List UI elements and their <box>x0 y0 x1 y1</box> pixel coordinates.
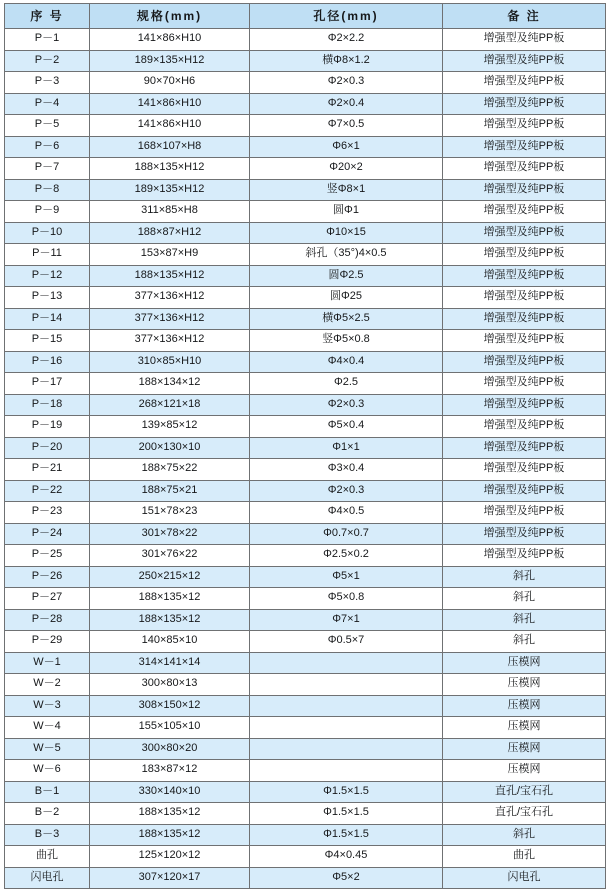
cell-serial: P－11 <box>5 244 90 266</box>
cell-hole: Φ3×0.4 <box>250 459 443 481</box>
cell-note: 增强型及纯PP板 <box>443 480 606 502</box>
cell-serial: P－25 <box>5 545 90 567</box>
cell-hole <box>250 738 443 760</box>
cell-hole: 竖Φ5×0.8 <box>250 330 443 352</box>
table-row <box>5 781 606 803</box>
specification-table <box>4 3 606 889</box>
cell-serial: W－6 <box>5 760 90 782</box>
cell-serial: 闪电孔 <box>5 867 90 889</box>
cell-serial: P－1 <box>5 29 90 51</box>
cell-spec: 188×75×22 <box>90 459 250 481</box>
cell-spec: 139×85×12 <box>90 416 250 438</box>
cell-note: 斜孔 <box>443 824 606 846</box>
table-row <box>5 803 606 825</box>
table-row <box>5 351 606 373</box>
table-row <box>5 459 606 481</box>
cell-serial: P－15 <box>5 330 90 352</box>
cell-hole: Φ6×1 <box>250 136 443 158</box>
table-row <box>5 480 606 502</box>
table-row <box>5 265 606 287</box>
cell-spec: 301×78×22 <box>90 523 250 545</box>
cell-hole: Φ1.5×1.5 <box>250 781 443 803</box>
cell-spec: 140×85×10 <box>90 631 250 653</box>
cell-serial: P－17 <box>5 373 90 395</box>
cell-note: 增强型及纯PP板 <box>443 222 606 244</box>
cell-serial: P－20 <box>5 437 90 459</box>
cell-note: 增强型及纯PP板 <box>443 394 606 416</box>
cell-spec: 377×136×H12 <box>90 308 250 330</box>
cell-serial: P－7 <box>5 158 90 180</box>
cell-note: 压模网 <box>443 760 606 782</box>
cell-serial: P－22 <box>5 480 90 502</box>
table-row <box>5 588 606 610</box>
cell-note: 斜孔 <box>443 588 606 610</box>
cell-serial: P－23 <box>5 502 90 524</box>
cell-note: 压模网 <box>443 652 606 674</box>
cell-spec: 307×120×17 <box>90 867 250 889</box>
cell-note: 增强型及纯PP板 <box>443 115 606 137</box>
cell-spec: 188×135×12 <box>90 609 250 631</box>
cell-note: 直孔/宝石孔 <box>443 803 606 825</box>
cell-note: 压模网 <box>443 738 606 760</box>
cell-hole: 竖Φ8×1 <box>250 179 443 201</box>
cell-serial: P－13 <box>5 287 90 309</box>
cell-note: 增强型及纯PP板 <box>443 136 606 158</box>
cell-hole: Φ5×1 <box>250 566 443 588</box>
cell-note: 压模网 <box>443 674 606 696</box>
cell-hole: Φ1.5×1.5 <box>250 824 443 846</box>
cell-serial: P－9 <box>5 201 90 223</box>
cell-spec: 188×75×21 <box>90 480 250 502</box>
table-row <box>5 609 606 631</box>
cell-note: 增强型及纯PP板 <box>443 265 606 287</box>
cell-note: 曲孔 <box>443 846 606 868</box>
cell-note: 增强型及纯PP板 <box>443 179 606 201</box>
table-row <box>5 373 606 395</box>
cell-spec: 188×135×H12 <box>90 158 250 180</box>
cell-note: 压模网 <box>443 695 606 717</box>
cell-hole <box>250 717 443 739</box>
table-row <box>5 416 606 438</box>
column-header-note: 备 注 <box>443 4 606 29</box>
cell-serial: P－19 <box>5 416 90 438</box>
cell-serial: P－14 <box>5 308 90 330</box>
cell-hole: Φ5×0.4 <box>250 416 443 438</box>
cell-spec: 188×135×12 <box>90 803 250 825</box>
cell-note: 斜孔 <box>443 566 606 588</box>
table-row <box>5 738 606 760</box>
table-row <box>5 717 606 739</box>
cell-hole: 横Φ5×2.5 <box>250 308 443 330</box>
table-row <box>5 93 606 115</box>
cell-note: 斜孔 <box>443 609 606 631</box>
cell-hole: Φ0.7×0.7 <box>250 523 443 545</box>
cell-spec: 141×86×H10 <box>90 93 250 115</box>
cell-hole: Φ7×1 <box>250 609 443 631</box>
cell-hole: Φ0.5×7 <box>250 631 443 653</box>
table-row <box>5 502 606 524</box>
table-body <box>5 29 606 889</box>
cell-serial: W－1 <box>5 652 90 674</box>
cell-serial: P－4 <box>5 93 90 115</box>
table-row <box>5 652 606 674</box>
cell-spec: 300×80×13 <box>90 674 250 696</box>
column-header-serial: 序 号 <box>5 4 90 29</box>
cell-note: 增强型及纯PP板 <box>443 459 606 481</box>
cell-spec: 188×87×H12 <box>90 222 250 244</box>
cell-hole: Φ4×0.5 <box>250 502 443 524</box>
cell-note: 增强型及纯PP板 <box>443 93 606 115</box>
cell-spec: 155×105×10 <box>90 717 250 739</box>
cell-serial: P－10 <box>5 222 90 244</box>
cell-hole: Φ2.5 <box>250 373 443 395</box>
table-row <box>5 222 606 244</box>
table-row <box>5 674 606 696</box>
cell-spec: 188×135×12 <box>90 588 250 610</box>
cell-serial: P－2 <box>5 50 90 72</box>
cell-spec: 308×150×12 <box>90 695 250 717</box>
cell-note: 增强型及纯PP板 <box>443 287 606 309</box>
cell-note: 压模网 <box>443 717 606 739</box>
table-row <box>5 29 606 51</box>
cell-serial: W－2 <box>5 674 90 696</box>
cell-hole: 斜孔（35°)4×0.5 <box>250 244 443 266</box>
cell-hole: Φ2×0.3 <box>250 72 443 94</box>
table-row <box>5 201 606 223</box>
cell-spec: 141×86×H10 <box>90 115 250 137</box>
table-row <box>5 631 606 653</box>
cell-note: 增强型及纯PP板 <box>443 545 606 567</box>
cell-serial: W－4 <box>5 717 90 739</box>
cell-spec: 188×135×H12 <box>90 265 250 287</box>
cell-serial: P－18 <box>5 394 90 416</box>
cell-note: 增强型及纯PP板 <box>443 416 606 438</box>
cell-hole: 横Φ8×1.2 <box>250 50 443 72</box>
cell-hole: Φ2×2.2 <box>250 29 443 51</box>
cell-hole <box>250 760 443 782</box>
cell-hole: Φ2×0.3 <box>250 480 443 502</box>
cell-spec: 377×136×H12 <box>90 330 250 352</box>
cell-note: 增强型及纯PP板 <box>443 29 606 51</box>
cell-serial: P－16 <box>5 351 90 373</box>
cell-hole: Φ1×1 <box>250 437 443 459</box>
cell-note: 增强型及纯PP板 <box>443 308 606 330</box>
table-row <box>5 50 606 72</box>
cell-spec: 168×107×H8 <box>90 136 250 158</box>
table-row <box>5 824 606 846</box>
cell-serial: W－3 <box>5 695 90 717</box>
cell-hole <box>250 674 443 696</box>
cell-serial: W－5 <box>5 738 90 760</box>
cell-serial: 曲孔 <box>5 846 90 868</box>
cell-hole: Φ20×2 <box>250 158 443 180</box>
cell-note: 增强型及纯PP板 <box>443 50 606 72</box>
cell-spec: 188×134×12 <box>90 373 250 395</box>
cell-note: 增强型及纯PP板 <box>443 502 606 524</box>
cell-serial: B－1 <box>5 781 90 803</box>
cell-note: 增强型及纯PP板 <box>443 437 606 459</box>
cell-hole: 圆Φ25 <box>250 287 443 309</box>
cell-note: 增强型及纯PP板 <box>443 523 606 545</box>
table-row <box>5 115 606 137</box>
cell-spec: 268×121×18 <box>90 394 250 416</box>
cell-spec: 90×70×H6 <box>90 72 250 94</box>
cell-spec: 314×141×14 <box>90 652 250 674</box>
cell-spec: 200×130×10 <box>90 437 250 459</box>
table-row <box>5 523 606 545</box>
cell-spec: 183×87×12 <box>90 760 250 782</box>
cell-note: 增强型及纯PP板 <box>443 244 606 266</box>
cell-spec: 188×135×12 <box>90 824 250 846</box>
cell-note: 闪电孔 <box>443 867 606 889</box>
cell-serial: P－28 <box>5 609 90 631</box>
table-header <box>5 4 606 29</box>
table-row <box>5 136 606 158</box>
table-row <box>5 846 606 868</box>
cell-serial: P－27 <box>5 588 90 610</box>
cell-hole: Φ4×0.4 <box>250 351 443 373</box>
cell-spec: 151×78×23 <box>90 502 250 524</box>
cell-serial: P－6 <box>5 136 90 158</box>
cell-serial: B－2 <box>5 803 90 825</box>
table-row <box>5 72 606 94</box>
cell-note: 增强型及纯PP板 <box>443 158 606 180</box>
table-row <box>5 158 606 180</box>
table-row <box>5 287 606 309</box>
cell-hole: Φ2×0.3 <box>250 394 443 416</box>
cell-note: 增强型及纯PP板 <box>443 351 606 373</box>
cell-spec: 153×87×H9 <box>90 244 250 266</box>
table-row <box>5 437 606 459</box>
table-row <box>5 330 606 352</box>
cell-spec: 189×135×H12 <box>90 179 250 201</box>
cell-note: 直孔/宝石孔 <box>443 781 606 803</box>
cell-hole <box>250 652 443 674</box>
cell-spec: 125×120×12 <box>90 846 250 868</box>
cell-hole: Φ5×0.8 <box>250 588 443 610</box>
table-row <box>5 760 606 782</box>
cell-spec: 141×86×H10 <box>90 29 250 51</box>
cell-serial: P－3 <box>5 72 90 94</box>
cell-hole: 圆Φ2.5 <box>250 265 443 287</box>
cell-note: 增强型及纯PP板 <box>443 201 606 223</box>
cell-serial: P－21 <box>5 459 90 481</box>
cell-serial: P－8 <box>5 179 90 201</box>
cell-serial: P－24 <box>5 523 90 545</box>
cell-hole: Φ5×2 <box>250 867 443 889</box>
cell-hole <box>250 695 443 717</box>
cell-serial: B－3 <box>5 824 90 846</box>
cell-spec: 189×135×H12 <box>90 50 250 72</box>
cell-serial: P－26 <box>5 566 90 588</box>
cell-note: 斜孔 <box>443 631 606 653</box>
table-row <box>5 545 606 567</box>
cell-spec: 330×140×10 <box>90 781 250 803</box>
table-row <box>5 179 606 201</box>
table-row <box>5 394 606 416</box>
cell-hole: Φ4×0.45 <box>250 846 443 868</box>
cell-note: 增强型及纯PP板 <box>443 373 606 395</box>
header-row <box>5 4 606 29</box>
cell-hole: Φ2.5×0.2 <box>250 545 443 567</box>
cell-hole: Φ2×0.4 <box>250 93 443 115</box>
table-row <box>5 867 606 889</box>
cell-hole: Φ1.5×1.5 <box>250 803 443 825</box>
column-header-hole: 孔径(mm) <box>250 4 443 29</box>
cell-spec: 377×136×H12 <box>90 287 250 309</box>
cell-hole: Φ10×15 <box>250 222 443 244</box>
table-row <box>5 695 606 717</box>
cell-spec: 250×215×12 <box>90 566 250 588</box>
table-row <box>5 244 606 266</box>
cell-serial: P－29 <box>5 631 90 653</box>
cell-serial: P－5 <box>5 115 90 137</box>
column-header-spec: 规格(mm) <box>90 4 250 29</box>
cell-note: 增强型及纯PP板 <box>443 330 606 352</box>
cell-spec: 310×85×H10 <box>90 351 250 373</box>
cell-spec: 300×80×20 <box>90 738 250 760</box>
cell-serial: P－12 <box>5 265 90 287</box>
cell-hole: Φ7×0.5 <box>250 115 443 137</box>
cell-spec: 311×85×H8 <box>90 201 250 223</box>
cell-hole: 圆Φ1 <box>250 201 443 223</box>
cell-spec: 301×76×22 <box>90 545 250 567</box>
table-row <box>5 566 606 588</box>
table-row <box>5 308 606 330</box>
cell-note: 增强型及纯PP板 <box>443 72 606 94</box>
